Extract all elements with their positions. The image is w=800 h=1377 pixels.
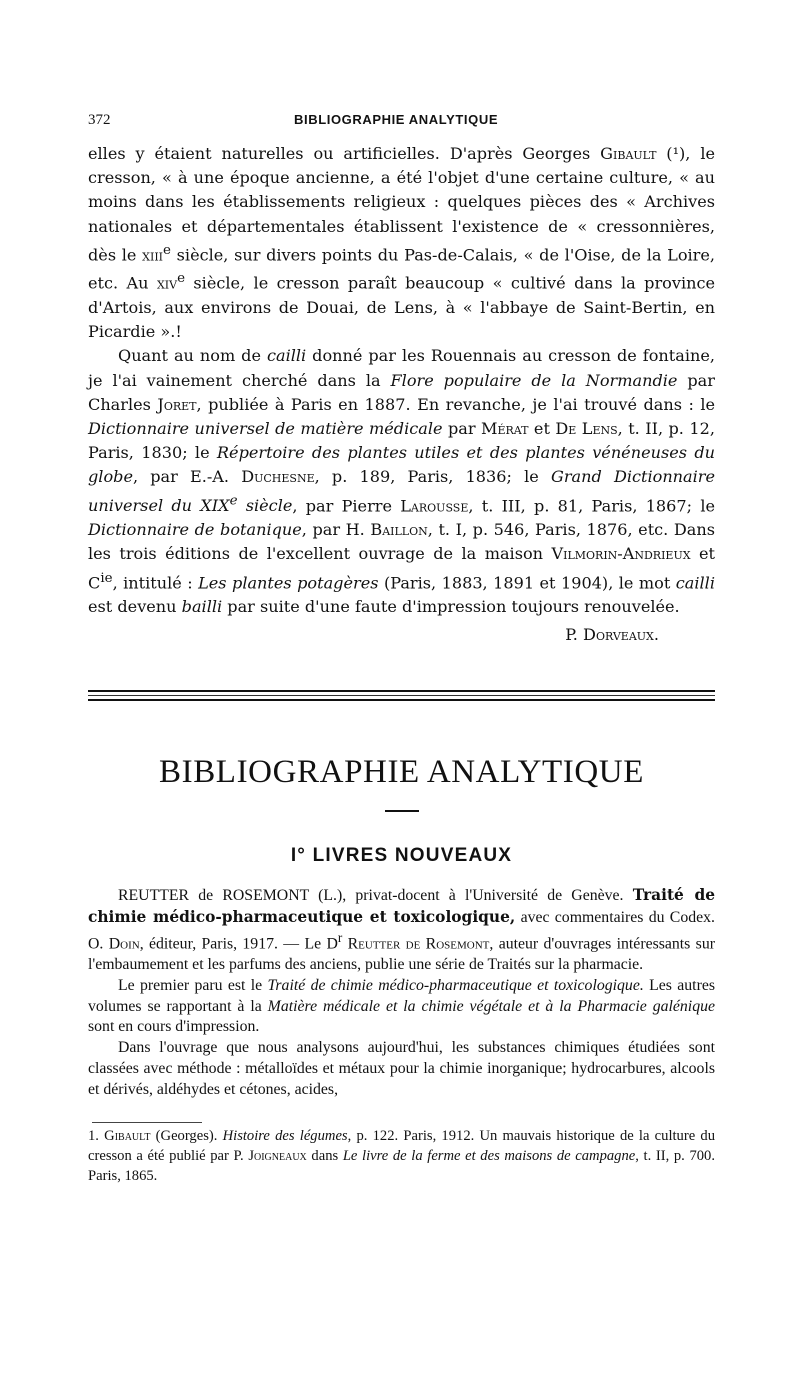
work-title: Dictionnaire universel de matière médicale bbox=[88, 418, 443, 438]
article-continuation bbox=[88, 142, 715, 648]
author-name: Baillon bbox=[370, 520, 428, 540]
article-signature: P. Dorveaux. bbox=[565, 625, 659, 645]
work-title: Traité de chimie médico-pharmaceutique et toxicologique. bbox=[267, 977, 644, 995]
work-title: Flore populaire de la Normandie bbox=[390, 370, 678, 390]
publisher-name: Doin bbox=[108, 935, 140, 953]
footnote-rule bbox=[92, 1122, 202, 1123]
subsection-title: I° LIVRES NOUVEAUX bbox=[290, 845, 513, 866]
review-author-line: REUTTER de ROSEMONT (L.), privat-docent à l'Université de Genève. bbox=[118, 887, 624, 904]
review-paragraph-3: Dans l'ouvrage que nous analysons aujourd'hui, les substances chimiques étudiées sont classées avec méthode : métalloïdes et métaux pour la chimie inorganique; hydrocarbures, alcools et dérivés, aldéhydes et cétones, acides, bbox=[88, 1039, 715, 1098]
century-numeral: xiii bbox=[142, 245, 164, 265]
author-name: Duchesne bbox=[241, 467, 315, 487]
work-title: Grand Dictionnaire universel du XIXe siècle bbox=[88, 467, 716, 515]
book-review bbox=[88, 885, 715, 1100]
review-paragraph-2: Le premier paru est le Traité de chimie médico-pharmaceutique et toxicologique. Les autres volumes se rapportant à la Matière médicale et la chimie végétale et à la Pharmacie galénique sont en cours d'impression. bbox=[88, 977, 715, 1036]
author-name: Larousse bbox=[400, 495, 469, 515]
century-numeral: xiv bbox=[156, 273, 178, 293]
section-divider-top bbox=[88, 690, 715, 692]
publisher-name: Vilmorin-Andrieux bbox=[551, 544, 691, 564]
author-name: Reutter de Rosemont bbox=[347, 935, 490, 953]
footnote: 1. Gibault (Georges). Histoire des légumes, p. 122. Paris, 1912. Un mauvais historique de la culture du cresson a été publié par P. Joigneaux dans Le livre de la ferme et des maisons de campagne, t. II, p. 700. Paris, 1865. bbox=[88, 1128, 715, 1184]
work-title: Histoire des légumes bbox=[222, 1128, 348, 1144]
author-name: Joigneaux bbox=[248, 1148, 307, 1164]
author-name: Mérat bbox=[481, 418, 529, 438]
title-dash bbox=[385, 810, 419, 812]
review-book-title: Traité de chimie médico-pharmaceutique et toxicologique, bbox=[88, 886, 715, 926]
review-paragraph-1: REUTTER de ROSEMONT (L.), privat-docent à l'Université de Genève. Traité de chimie médico-pharmaceutique et toxicologique, avec commentaires du Codex. O. Doin, éditeur, Paris, 1917. — Le $D^r$ Reutter de Rosemont, auteur d'ouvrages intéressants sur l'embaumement et les parfums des anciens, publie une série de Traités sur la pharmacie. bbox=[88, 886, 715, 974]
article-paragraph-2: Quant au nom de cailli donné par les Rouennais au cresson de fontaine, je l'ai vainement cherché dans la Flore populaire de la Normandie par Charles Joret, publiée à Paris en 1887. En revanche, je l'ai trouvé dans : le Dictionnaire universel de matière médicale par Mérat et De Lens, t. II, p. 12, Paris, 1830; le Répertoire des plantes utiles et des plantes vénéneuses du globe, par E.-A. Duchesne, p. 189, Paris, 1836; le Grand Dictionnaire universel du XIXe siècle, par Pierre Larousse, t. III, p. 81, Paris, 1867; le Dictionnaire de botanique, par H. Baillon, t. I, p. 546, Paris, 1876, etc. Dans les trois éditions de l'excellent ouvrage de la maison Vilmorin-Andrieux et $C^{ie}$, intitulé : Les plantes potagères (Paris, 1883, 1891 et 1904), le mot cailli est devenu bailli par suite d'une faute d'impression toujours renouvelée. bbox=[88, 346, 716, 617]
section-title: BIBLIOGRAPHIE ANALYTIQUE bbox=[159, 754, 644, 790]
author-name: De Lens bbox=[555, 418, 618, 438]
section-divider-middle bbox=[88, 695, 715, 696]
author-name: Gibault bbox=[104, 1128, 151, 1144]
page-number: 372 bbox=[88, 112, 111, 128]
running-title: BIBLIOGRAPHIE ANALYTIQUE bbox=[294, 112, 499, 127]
work-title: Les plantes potagères bbox=[198, 572, 379, 592]
work-title: Répertoire des plantes utiles et des plantes vénéneuses du globe bbox=[88, 443, 715, 487]
work-title: Le livre de la ferme et des maisons de campagne bbox=[342, 1148, 636, 1164]
work-title: Dictionnaire de botanique bbox=[88, 520, 302, 540]
author-name: Joret bbox=[157, 394, 197, 414]
author-name: Gibault bbox=[600, 144, 657, 163]
running-head bbox=[88, 112, 712, 134]
footnote-marker: 1. bbox=[88, 1128, 105, 1144]
article-paragraph-1: elles y étaient naturelles ou artificielles. D'après Georges Gibault (¹), le cresson, « à une époque ancienne, a été l'objet d'une certaine culture, « au moins dans les établissements religieux : quelques pièces des « Archives nationales et départementales établissent l'existence de « cressonnières, dès le xiii$^e$ siècle, sur divers points du Pas-de-Calais, « de l'Oise, de la Loire, etc. Au xiv$^e$ siècle, le cresson paraît beaucoup « cultivé dans la province d'Artois, aux environs de Douai, de Lens, à « l'abbaye de Saint-Bertin, en Picardie ».! bbox=[88, 144, 715, 342]
work-title: Matière médicale et la chimie végétale et à la Pharmacie galénique bbox=[267, 997, 715, 1015]
section-divider-bottom bbox=[88, 699, 715, 701]
